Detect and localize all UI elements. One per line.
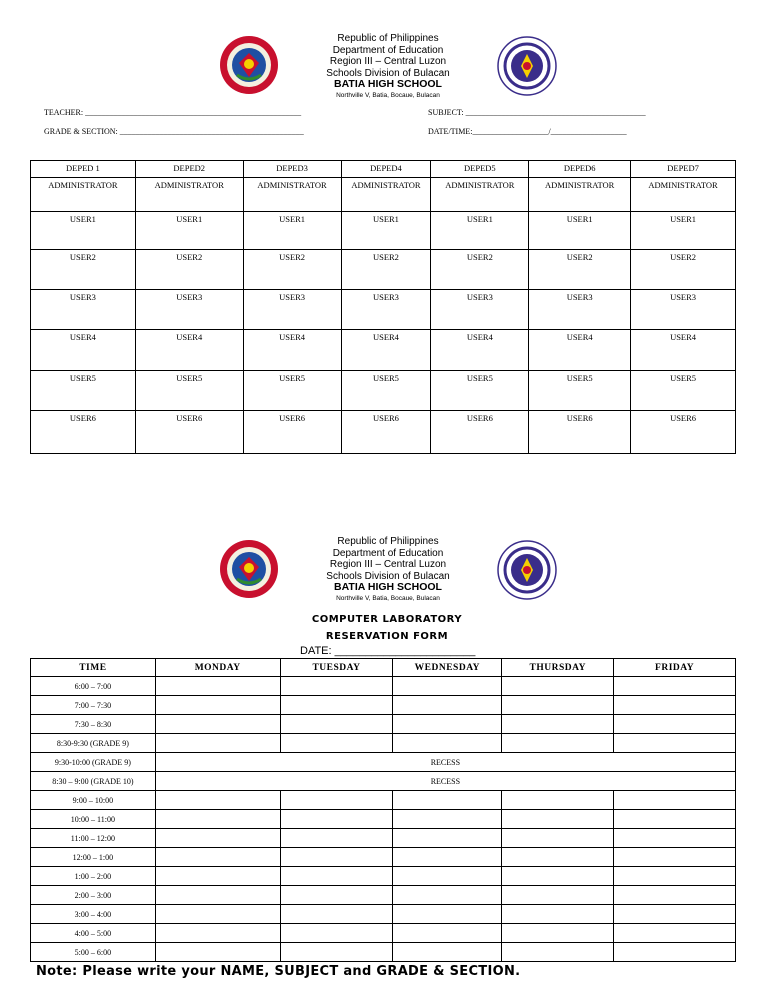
time-row xyxy=(31,810,736,829)
column-header-deped3: DEPED3 xyxy=(243,161,341,178)
user-cell[interactable]: USER5 xyxy=(243,371,341,411)
reservation-cell[interactable] xyxy=(393,905,502,924)
school-name: BATIA HIGH SCHOOL xyxy=(334,78,442,90)
admin-cell[interactable]: ADMINISTRATOR xyxy=(135,178,243,212)
time-row xyxy=(31,924,736,943)
user-row xyxy=(31,330,736,371)
user-cell[interactable]: USER6 xyxy=(631,411,736,454)
region-text: Region III – Central Luzon xyxy=(329,56,447,67)
date-time-field[interactable]: DATE/TIME:___________________/___________________ xyxy=(428,127,627,136)
reservation-cell[interactable] xyxy=(280,848,393,867)
reservation-cell[interactable] xyxy=(393,867,502,886)
reservation-cell[interactable] xyxy=(280,810,393,829)
time-slot-label: 1:00 – 2:00 xyxy=(31,867,156,886)
user-cell[interactable]: USER2 xyxy=(341,250,431,290)
user-cell[interactable]: USER5 xyxy=(31,371,136,411)
time-slot-label: 2:00 – 3:00 xyxy=(31,886,156,905)
wednesday-header: WEDNESDAY xyxy=(393,659,502,677)
user-cell[interactable]: USER2 xyxy=(135,250,243,290)
admin-cell[interactable]: ADMINISTRATOR xyxy=(631,178,736,212)
reservation-cell[interactable] xyxy=(280,829,393,848)
division-text: Schools Division of Bulacan xyxy=(326,67,450,79)
reservation-cell[interactable] xyxy=(155,734,280,753)
user-cell[interactable]: USER2 xyxy=(529,250,631,290)
user-cell[interactable]: USER4 xyxy=(529,330,631,371)
reservation-cell[interactable] xyxy=(502,886,614,905)
user-row xyxy=(31,290,736,330)
user-cell[interactable]: USER4 xyxy=(31,330,136,371)
reservation-cell[interactable] xyxy=(155,924,280,943)
admin-cell[interactable]: ADMINISTRATOR xyxy=(431,178,529,212)
reservation-cell[interactable] xyxy=(502,734,614,753)
time-slot-label: 4:00 – 5:00 xyxy=(31,924,156,943)
admin-cell[interactable]: ADMINISTRATOR xyxy=(31,178,136,212)
deped-seal-icon xyxy=(497,36,557,96)
user-cell[interactable]: USER6 xyxy=(529,411,631,454)
time-slot-label: 11:00 – 12:00 xyxy=(31,829,156,848)
user-cell[interactable]: USER6 xyxy=(243,411,341,454)
division-text: Schools Division of Bulacan xyxy=(326,570,450,582)
user-cell[interactable]: USER4 xyxy=(631,330,736,371)
column-header-deped2: DEPED2 xyxy=(135,161,243,178)
department-text: Department of Education xyxy=(332,44,444,56)
user-cell[interactable]: USER5 xyxy=(341,371,431,411)
user-cell[interactable]: USER1 xyxy=(243,212,341,250)
user-cell[interactable]: USER1 xyxy=(31,212,136,250)
user-rows xyxy=(31,212,736,454)
reservation-cell[interactable] xyxy=(502,867,614,886)
reservation-cell[interactable] xyxy=(614,715,736,734)
user-cell[interactable]: USER2 xyxy=(243,250,341,290)
reservation-cell[interactable] xyxy=(393,943,502,962)
user-cell[interactable]: USER3 xyxy=(135,290,243,330)
reservation-cell[interactable] xyxy=(280,924,393,943)
grade-section-field[interactable]: GRADE & SECTION: ______________________________________________ xyxy=(44,127,304,136)
reservation-cell[interactable] xyxy=(280,677,393,696)
reservation-cell[interactable] xyxy=(614,810,736,829)
user-row xyxy=(31,250,736,290)
reservation-cell[interactable] xyxy=(155,791,280,810)
reservation-cell[interactable] xyxy=(614,734,736,753)
column-header-deped7: DEPED7 xyxy=(631,161,736,178)
time-row xyxy=(31,848,736,867)
reservation-cell[interactable] xyxy=(502,715,614,734)
user-cell[interactable]: USER6 xyxy=(431,411,529,454)
time-rows xyxy=(31,677,736,962)
reservation-cell[interactable] xyxy=(393,848,502,867)
reservation-cell[interactable] xyxy=(502,810,614,829)
header-block xyxy=(288,33,488,100)
user-cell[interactable]: USER3 xyxy=(31,290,136,330)
republic-text: Republic of Philippines xyxy=(337,536,439,547)
reservation-cell[interactable] xyxy=(155,696,280,715)
reservation-cell[interactable] xyxy=(614,867,736,886)
tuesday-header: TUESDAY xyxy=(280,659,393,677)
reservation-cell[interactable] xyxy=(614,696,736,715)
reservation-cell[interactable] xyxy=(155,715,280,734)
user-cell[interactable]: USER4 xyxy=(135,330,243,371)
time-row xyxy=(31,677,736,696)
user-cell[interactable]: USER3 xyxy=(529,290,631,330)
user-cell[interactable]: USER5 xyxy=(431,371,529,411)
reservation-cell[interactable] xyxy=(393,791,502,810)
time-slot-label: 7:30 – 8:30 xyxy=(31,715,156,734)
administrator-row xyxy=(31,178,736,212)
time-row xyxy=(31,753,736,772)
user-cell[interactable]: USER4 xyxy=(341,330,431,371)
reservation-cell[interactable] xyxy=(502,829,614,848)
reservation-cell[interactable] xyxy=(502,696,614,715)
thursday-header: THURSDAY xyxy=(502,659,614,677)
reservation-cell[interactable] xyxy=(280,715,393,734)
reservation-cell[interactable] xyxy=(502,943,614,962)
user-cell[interactable]: USER6 xyxy=(31,411,136,454)
reservation-cell[interactable] xyxy=(614,905,736,924)
user-cell[interactable]: USER1 xyxy=(529,212,631,250)
reservation-cell[interactable] xyxy=(614,924,736,943)
reservation-cell[interactable] xyxy=(280,791,393,810)
reservation-cell[interactable] xyxy=(155,848,280,867)
reservation-cell[interactable] xyxy=(155,886,280,905)
time-row xyxy=(31,772,736,791)
user-cell[interactable]: USER6 xyxy=(341,411,431,454)
reservation-cell[interactable] xyxy=(502,905,614,924)
time-row xyxy=(31,886,736,905)
reservation-cell[interactable] xyxy=(393,734,502,753)
reservation-cell[interactable] xyxy=(155,867,280,886)
reservation-cell[interactable] xyxy=(393,677,502,696)
reservation-cell[interactable] xyxy=(393,715,502,734)
form-title xyxy=(267,611,507,645)
user-cell[interactable]: USER4 xyxy=(243,330,341,371)
user-row xyxy=(31,212,736,250)
reservation-cell[interactable] xyxy=(280,867,393,886)
time-row xyxy=(31,905,736,924)
time-slot-label: 10:00 – 11:00 xyxy=(31,810,156,829)
reservation-cell[interactable] xyxy=(155,677,280,696)
time-row xyxy=(31,715,736,734)
user-cell[interactable]: USER2 xyxy=(431,250,529,290)
user-cell[interactable]: USER1 xyxy=(631,212,736,250)
reservation-cell[interactable] xyxy=(502,677,614,696)
teacher-field[interactable]: TEACHER: ______________________________________________________ xyxy=(44,108,302,117)
column-header-deped6: DEPED6 xyxy=(529,161,631,178)
time-slot-label: 12:00 – 1:00 xyxy=(31,848,156,867)
reservation-table xyxy=(30,658,736,962)
school-address: Northville V, Batia, Bocaue, Bulacan xyxy=(336,594,440,602)
school-logo-icon xyxy=(219,35,279,95)
school-name: BATIA HIGH SCHOOL xyxy=(334,581,442,593)
time-slot-label: 3:00 – 4:00 xyxy=(31,905,156,924)
user-cell[interactable]: USER3 xyxy=(631,290,736,330)
user-cell[interactable]: USER1 xyxy=(135,212,243,250)
user-cell[interactable]: USER3 xyxy=(341,290,431,330)
admin-cell[interactable]: ADMINISTRATOR xyxy=(529,178,631,212)
reservation-cell[interactable] xyxy=(614,829,736,848)
user-cell[interactable]: USER3 xyxy=(431,290,529,330)
reservation-cell[interactable] xyxy=(155,829,280,848)
school-logo-icon xyxy=(219,539,279,599)
reservation-cell[interactable] xyxy=(502,791,614,810)
user-cell[interactable]: USER4 xyxy=(431,330,529,371)
time-row xyxy=(31,734,736,753)
time-slot-label: 9:00 – 10:00 xyxy=(31,791,156,810)
reservation-cell[interactable] xyxy=(614,886,736,905)
time-row xyxy=(31,791,736,810)
reservation-cell[interactable] xyxy=(502,848,614,867)
time-row xyxy=(31,943,736,962)
recess-cell: RECESS xyxy=(155,753,735,772)
department-text: Department of Education xyxy=(332,547,444,559)
reservation-cell[interactable] xyxy=(280,943,393,962)
time-slot-label: 8:30-9:30 (GRADE 9) xyxy=(31,734,156,753)
admin-cell[interactable]: ADMINISTRATOR xyxy=(341,178,431,212)
form-title-line2: RESERVATION FORM xyxy=(325,631,449,642)
time-slot-label: 7:00 – 7:30 xyxy=(31,696,156,715)
reservation-date-field[interactable]: DATE: _______________________ xyxy=(300,645,476,657)
reservation-cell[interactable] xyxy=(280,696,393,715)
region-text: Region III – Central Luzon xyxy=(329,559,447,570)
user-cell[interactable]: USER2 xyxy=(31,250,136,290)
footer-note: Note: Please write your NAME, SUBJECT and GRADE & SECTION. xyxy=(36,964,521,979)
time-slot-label: 9:30-10:00 (GRADE 9) xyxy=(31,753,156,772)
form-title-line1: COMPUTER LABORATORY xyxy=(311,614,463,625)
time-slot-label: 5:00 – 6:00 xyxy=(31,943,156,962)
header-block xyxy=(288,536,488,603)
user-cell[interactable]: USER6 xyxy=(135,411,243,454)
time-row xyxy=(31,867,736,886)
friday-header: FRIDAY xyxy=(614,659,736,677)
reservation-cell[interactable] xyxy=(393,924,502,943)
time-row xyxy=(31,696,736,715)
user-cell[interactable]: USER5 xyxy=(631,371,736,411)
reservation-cell[interactable] xyxy=(614,943,736,962)
column-header-deped5: DEPED5 xyxy=(431,161,529,178)
time-row xyxy=(31,829,736,848)
reservation-cell[interactable] xyxy=(614,791,736,810)
deped-seal-icon xyxy=(497,540,557,600)
subject-field[interactable]: SUBJECT: _____________________________________________ xyxy=(428,108,646,117)
reservation-cell[interactable] xyxy=(280,905,393,924)
user-cell[interactable]: USER3 xyxy=(243,290,341,330)
user-row xyxy=(31,371,736,411)
user-cell[interactable]: USER5 xyxy=(529,371,631,411)
reservation-cell[interactable] xyxy=(393,829,502,848)
user-cell[interactable]: USER1 xyxy=(341,212,431,250)
recess-cell: RECESS xyxy=(155,772,735,791)
reservation-cell[interactable] xyxy=(155,943,280,962)
user-row xyxy=(31,411,736,454)
reservation-cell[interactable] xyxy=(614,848,736,867)
reservation-cell[interactable] xyxy=(393,886,502,905)
day-header-row xyxy=(31,659,736,677)
reservation-cell[interactable] xyxy=(393,810,502,829)
reservation-cell[interactable] xyxy=(502,924,614,943)
republic-text: Republic of Philippines xyxy=(337,33,439,44)
reservation-cell[interactable] xyxy=(280,734,393,753)
user-cell[interactable]: USER5 xyxy=(135,371,243,411)
reservation-cell[interactable] xyxy=(614,677,736,696)
school-address: Northville V, Batia, Bocaue, Bulacan xyxy=(336,91,440,99)
reservation-cell[interactable] xyxy=(280,886,393,905)
deped-header-row xyxy=(31,161,736,178)
computer-users-table xyxy=(30,160,736,454)
reservation-cell[interactable] xyxy=(393,696,502,715)
admin-cell[interactable]: ADMINISTRATOR xyxy=(243,178,341,212)
time-slot-label: 6:00 – 7:00 xyxy=(31,677,156,696)
time-slot-label: 8:30 – 9:00 (GRADE 10) xyxy=(31,772,156,791)
column-header-deped4: DEPED4 xyxy=(341,161,431,178)
time-header: TIME xyxy=(31,659,156,677)
user-cell[interactable]: USER2 xyxy=(631,250,736,290)
reservation-cell[interactable] xyxy=(155,810,280,829)
user-cell[interactable]: USER1 xyxy=(431,212,529,250)
column-header-deped1: DEPED 1 xyxy=(31,161,136,178)
reservation-cell[interactable] xyxy=(155,905,280,924)
monday-header: MONDAY xyxy=(155,659,280,677)
